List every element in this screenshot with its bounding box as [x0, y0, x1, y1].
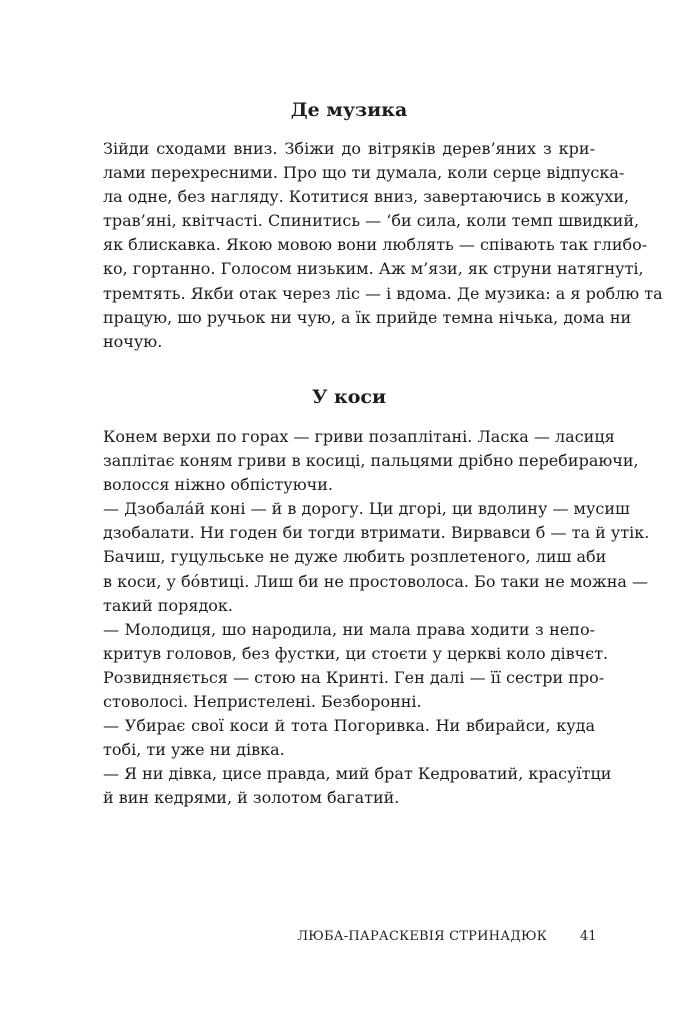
text-line: — Убирає свої коси й тота Погоривка. Ни вбирайси, куда: [103, 716, 595, 736]
text-line: ла одне, без нагляду. Котитися вниз, завертаючись в кожухи,: [103, 187, 630, 207]
page-footer: [0, 929, 690, 949]
text-line: такий порядок.: [103, 595, 234, 615]
text-line: лами перехресними. Про що ти думала, коли серце відпуска-: [103, 163, 625, 183]
text-line: дзобалати. Ни годен би тогди втримати. Вирвавси б — та й утік.: [103, 523, 650, 543]
text-line: — Молодиця, шо народила, ни мала права ходити з непо-: [103, 619, 595, 639]
text-line: тобі, ти уже ни дівка.: [103, 740, 285, 760]
section-body-u-kosy: [103, 425, 650, 811]
paragraph: [103, 137, 663, 354]
text-line: в коси, у бóвтиці. Лиш би не простоволоса. Бо таки не можна —: [103, 571, 648, 591]
text-line: й вин кедрями, й золотом багатий.: [103, 788, 400, 808]
text-line: Конем верхи по горах — гриви позаплітані. Ласка — ласиця: [103, 427, 615, 446]
text-line: як блискавка. Якою мовою вони люблять — співають так глибо-: [103, 235, 648, 255]
text-line: — Я ни дівка, цисе правда, мий брат Кедроватий, красуïтци: [103, 764, 612, 784]
text-line: ко, гортанно. Голосом низьким. Аж м’язи, як струни натягнуті,: [103, 259, 644, 279]
text-line: Розвидняється — стою на Кринті. Ген далі — її сестри про-: [103, 667, 605, 687]
running-footer-author: ЛЮБА-ПАРАСКЕВІЯ СТРИНАДЮК: [297, 929, 547, 944]
text-line: Зійди сходами вниз. Збіжи до вітряків дерев’яних з кри-: [103, 139, 595, 158]
text-line: трав’яні, квітчасті. Спинитись — ‘би сила, коли темп швидкий,: [103, 211, 640, 231]
text-line: працую, шо ручьок ни чую, а ïк прийде темна нічька, дома ни: [103, 307, 632, 327]
paragraph: [103, 425, 650, 811]
section-title-de-muzyka: Де музика: [290, 99, 408, 121]
text-line: критув головов, без фустки, ци стоєти у церкві коло дівчєт.: [103, 643, 609, 663]
section-body-de-muzyka: [103, 137, 663, 354]
section-title-u-kosy: У коси: [311, 386, 387, 408]
text-line: заплітає коням гриви в косиці, пальцями дрібно перебираючи,: [103, 451, 639, 471]
text-line: волосся ніжно обпістуючи.: [103, 475, 333, 495]
text-line: Бачиш, гуцульське не дуже любить розплетеного, лиш аби: [103, 547, 607, 567]
text-line: ночую.: [103, 331, 163, 351]
page-number: 41: [580, 929, 597, 944]
text-line: тремтять. Якби отак через ліс — і вдома. Де музика: а я роблю та: [103, 283, 663, 303]
text-line: стоволосі. Непристелені. Безборонні.: [103, 692, 422, 712]
text-line: — Дзобала́й коні — й в дорогу. Ци дгорі, ци вдолину — мусиш: [103, 499, 630, 519]
